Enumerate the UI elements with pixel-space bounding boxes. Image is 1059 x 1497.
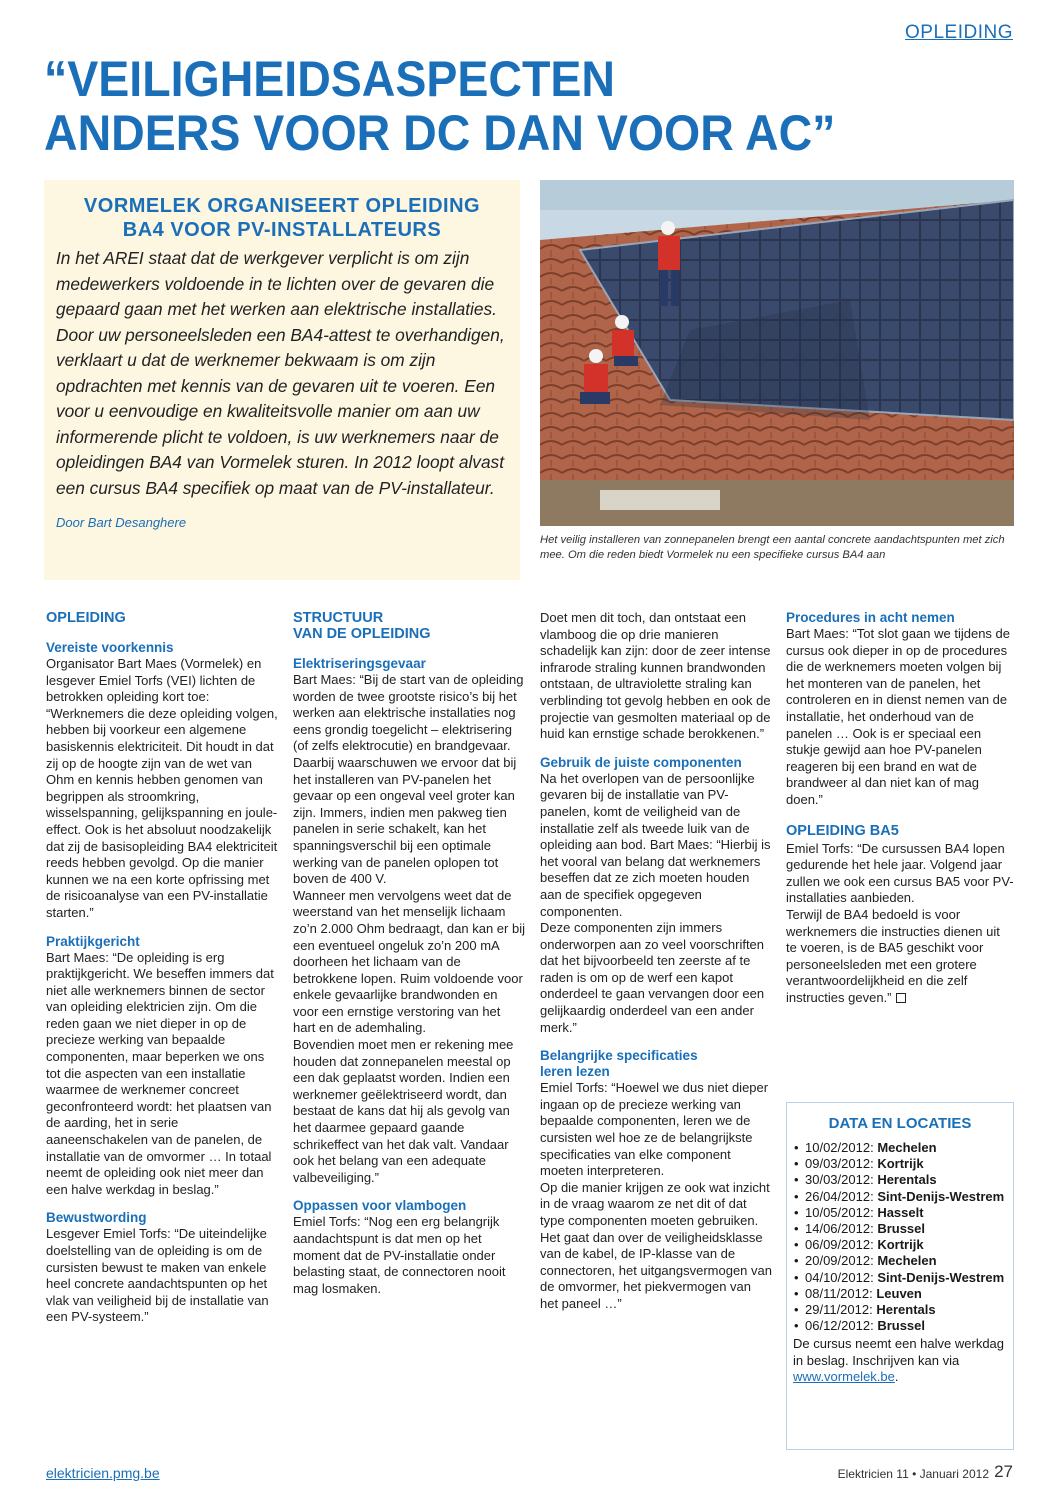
place: Brussel xyxy=(877,1221,926,1237)
column-4 xyxy=(786,610,1014,1006)
date: 08/11/2012: xyxy=(805,1285,873,1301)
date: 09/03/2012: xyxy=(805,1156,874,1172)
date: 04/10/2012: xyxy=(805,1269,874,1285)
paragraph-text: Terwijl de BA4 bedoeld is voor werknemers die instructies dienen uit te voeren, is de BA5 geschikt voor personeelsleden met een grotere verantwoordelijkheid en die zelf instructies geven.” xyxy=(786,906,1000,1005)
place: Kortrijk xyxy=(877,1156,924,1172)
data-locations-box xyxy=(786,1102,1014,1450)
list-item xyxy=(793,1140,1009,1156)
intro-box xyxy=(44,180,520,580)
vormelek-link[interactable]: www.vormelek.be xyxy=(793,1368,895,1384)
subheading: Elektriseringsgevaar xyxy=(293,656,426,671)
place: Sint-Denijs-Westrem xyxy=(877,1269,1005,1285)
paragraph: Bart Maes: “Bij de start van de opleiding worden de twee grootste risico’s bij het werken aan elektrische installaties nog eens grondig toegelicht – elektrisering (of zelfs elektrocutie) en brandgevaar. Daarbij waarschuwen we ervoor dat bij het installeren van PV-panelen het gevaar op een ongeval veel groter kan zijn. Immers, indien men pakweg tien panelen in serie schakelt, kan het spanningsverschil bij een optimale werking van de panelen oplopen tot boven de 400 V. xyxy=(293,672,524,887)
headline-line1: “VEILIGHEIDSASPECTEN xyxy=(44,51,616,107)
date: 20/09/2012: xyxy=(805,1253,874,1269)
column-3 xyxy=(540,610,772,1313)
section-heading: OPLEIDING xyxy=(46,610,126,626)
date: 06/09/2012: xyxy=(805,1237,874,1253)
note-text: De cursus neemt een halve werkdag in beslag. Inschrijven kan via xyxy=(793,1336,1005,1368)
list-item xyxy=(793,1189,1009,1205)
note-end: . xyxy=(894,1368,899,1384)
intro-text: In het AREI staat dat de werkgever verplicht is om zijn medewerkers voldoende in te lichten over de gevaren die gepaard gaan met het werken aan elektrische installaties. Door uw personeelsleden een BA4-attest te overhandigen, verklaart u dat de werknemer bekwaam is om zijn opdrachten met kennis van de gevaren uit te voeren. Een voor u eenvoudige en kwaliteitsvolle manier om aan uw informerende plicht te voldoen, is uw werknemers naar de opleidingen BA4 van Vormelek sturen. In 2012 loopt alvast een cursus BA4 specifiek op maat van de PV-installateur. xyxy=(56,248,505,498)
list-item xyxy=(793,1205,1009,1221)
list-item xyxy=(793,1253,1009,1269)
place: Hasselt xyxy=(877,1204,924,1220)
list-item xyxy=(793,1156,1009,1172)
data-box-title: DATA EN LOCATIES xyxy=(828,1115,972,1132)
paragraph: Emiel Torfs: “Hoewel we dus niet dieper ingaan op de precieze werking van bepaalde componenten, leren we de cursisten wel hoe ze de belangrijkste specificaties van elke component moeten interpreteren. xyxy=(540,1080,769,1179)
subheading xyxy=(540,1048,772,1080)
place: Sint-Denijs-Westrem xyxy=(877,1188,1005,1204)
subheading-line1: Belangrijke specificaties xyxy=(540,1048,698,1064)
place: Leuven xyxy=(876,1285,922,1301)
intro-author: Door Bart Desanghere xyxy=(56,515,187,530)
date: 14/06/2012: xyxy=(805,1221,874,1237)
date: 06/12/2012: xyxy=(805,1318,874,1334)
paragraph: Bart Maes: “De opleiding is erg praktijkgericht. We beseffen immers dat niet alle werknemers binnen de sector van opleiding elektricien zijn. Om die reden gaan we niet dieper in op de precieze werking van bepaalde componenten, maar beperken we ons tot die aspecten van een installatie waarmee de werknemer concreet geconfronteerd wordt: het plaatsen van de aarding, het in serie aaneenschakelen van de panelen, de installatie van de omvormer … In totaal neemt de opleiding ook niet meer dan een halve werkdag in beslag.” xyxy=(46,949,274,1197)
footer-url-link[interactable]: elektricien.pmg.be xyxy=(46,1465,160,1481)
paragraph: Na het overlopen van de persoonlijke gevaren bij de installatie van PV-panelen, komt de veiligheid van de installatie zelf als tweede luik van de opleiding aan bod. Bart Maes: “Hierbij is het vooral van belang dat werknemers beseffen dat ze zich moeten houden aan de specifiek opgegeven componenten. xyxy=(540,770,771,919)
paragraph: Organisator Bart Maes (Vormelek) en lesgever Emiel Torfs (VEI) lichten de betrokken opleiding kort toe: “Werknemers die deze opleiding volgen, hebben bij voorkeur een algemene basiskennis elektriciteit. Dit houdt in dat zij op de hoogte zijn van de wet van Ohm en kennis hebben genomen van begrippen als stroomkring, wisselspanning, gelijkspanning en joule-effect. Ook is het absoluut noodzakelijk dat zij de basisopleiding BA4 elektriciteit reeds hebben gevolgd. Op die manier kunnen we na een korte opfrissing met de risicoanalyse van een PV-installatie starten.” xyxy=(46,656,278,920)
paragraph: Doet men dit toch, dan ontstaat een vlamboog die op drie manieren schadelijk kan zijn: door de zeer intense infrarode straling kunnen brandwonden ontstaan, de ultraviolette straling kan verblinding tot gevolg hebben en ook de projectie van gesmolten materiaal op de huid kan ernstige schade berokkenen.” xyxy=(540,610,771,742)
intro-title-line2: BA4 VOOR PV-INSTALLATEURS xyxy=(122,219,442,241)
data-box-note xyxy=(787,1334,1013,1385)
place: Herentals xyxy=(877,1172,937,1188)
subheading: Vereiste voorkennis xyxy=(46,640,174,655)
section-heading-line2: VAN DE OPLEIDING xyxy=(293,626,431,642)
place: Brussel xyxy=(877,1318,926,1334)
paragraph: Wanneer men vervolgens weet dat de weerstand van het menselijk lichaam zo’n 2.000 Ohm bedraagt, dan kan er bij een eventueel ongeluk zo’n 200 mA doorheen het lichaam van de betrokkene lopen. Ruim voldoende voor enkele gevaarlijke brandwonden en voor een ernstige verstoring van het hart en de ademhaling. xyxy=(293,887,525,1036)
section-heading xyxy=(293,610,525,642)
list-item xyxy=(793,1221,1009,1237)
list-item xyxy=(793,1318,1009,1334)
footer-issue: Elektricien 11 • Januari 2012 xyxy=(837,1467,989,1481)
paragraph xyxy=(786,907,1014,1007)
subheading: Bewustwording xyxy=(46,1210,147,1226)
headline-line2: ANDERS VOOR DC DAN VOOR AC” xyxy=(44,105,836,161)
paragraph: Lesgever Emiel Torfs: “De uiteindelijke doelstelling van de opleiding is om de cursisten bewust te maken van enkele heel concrete aandachtspunten op het vlak van veiligheid bij de installatie van een PV-systeem.” xyxy=(46,1226,269,1325)
paragraph: Bovendien moet men er rekening mee houden dat zonnepanelen meestal op een dak geplaatst worden. Indien een werknemer geëlektriseerd wordt, dan bestaat de kans dat hij als gevolg van het daarmee gepaard gaande schrikeffect van het dak valt. Vandaar ook het belang van een adequate valbeveiliging.” xyxy=(293,1037,514,1185)
headline xyxy=(44,52,955,160)
paragraph: Emiel Torfs: “Nog een erg belangrijk aandachtspunt is dat men op het moment dat de PV-installatie onder belasting staat, de connectoren nooit mag losmaken. xyxy=(293,1214,506,1296)
subheading: Procedures in acht nemen xyxy=(786,610,955,625)
list-item xyxy=(793,1302,1009,1318)
list-item xyxy=(793,1172,1009,1188)
paragraph: Emiel Torfs: “De cursussen BA4 lopen gedurende het hele jaar. Volgend jaar zullen we ook een cursus BA5 voor PV-installaties aanbieden. xyxy=(786,840,1014,906)
place: Mechelen xyxy=(877,1140,937,1155)
subheading: Gebruik de juiste componenten xyxy=(540,754,742,770)
date: 30/03/2012: xyxy=(805,1172,874,1188)
section-tag: OPLEIDING xyxy=(905,22,1013,43)
subheading: Oppassen voor vlambogen xyxy=(293,1198,467,1214)
paragraph: Bart Maes: “Tot slot gaan we tijdens de cursus ook dieper in op de procedures die de werknemers moeten volgen bij het monteren van de panelen, het controleren en in dienst nemen van de installatie, het onderhoud van de panelen … Ook is er speciaal een stukje gewijd aan hoe PV-panelen reageren bij een brand en wat de brandweer al dan niet kan of mag doen.” xyxy=(786,626,1011,807)
solar-roof-photo xyxy=(540,180,1014,526)
page-number: 27 xyxy=(994,1462,1013,1481)
paragraph: Deze componenten zijn immers onderworpen aan zo veel voorschriften dat het bijvoorbeeld ten zeerste af te raden is om op de werf een kapot onderdeel te gaan vervangen door een gelijkaardig onderdeel van een ander merk.” xyxy=(540,920,765,1035)
date: 10/05/2012: xyxy=(805,1204,874,1220)
date: 26/04/2012: xyxy=(805,1188,874,1204)
intro-title-line1: VORMELEK ORGANISEERT OPLEIDING xyxy=(83,195,481,217)
list-item xyxy=(793,1270,1009,1286)
column-2 xyxy=(293,610,525,1297)
subheading: Praktijkgericht xyxy=(46,933,140,949)
list-item xyxy=(793,1286,1009,1302)
place: Kortrijk xyxy=(877,1237,924,1253)
date: 10/02/2012: xyxy=(805,1140,874,1155)
list-item xyxy=(793,1237,1009,1253)
section-heading: OPLEIDING BA5 xyxy=(786,822,899,839)
section-heading-line1: STRUCTUUR xyxy=(293,610,384,626)
place: Mechelen xyxy=(877,1253,937,1269)
intro-title xyxy=(54,194,510,242)
end-of-article-icon xyxy=(896,993,906,1003)
subheading-line2: leren lezen xyxy=(540,1064,610,1080)
dates-list xyxy=(787,1140,1013,1334)
paragraph: Op die manier krijgen ze ook wat inzicht in de vraag waarom ze net dit of dat type componenten moeten gebruiken. Het gaat dan over de veiligheidsklasse van de kabel, de IP-klasse van de connectoren, het uitgangsvermogen van de omvormer, het piekvermogen van het paneel …” xyxy=(540,1179,772,1311)
place: Herentals xyxy=(876,1302,936,1318)
column-1 xyxy=(46,610,278,1326)
photo-caption: Het veilig installeren van zonnepanelen brengt een aantal concrete aandachtspunten met zich mee. Om die reden biedt Vormelek nu een specifieke cursus BA4 aan xyxy=(540,534,1005,561)
date: 29/11/2012: xyxy=(805,1302,873,1318)
